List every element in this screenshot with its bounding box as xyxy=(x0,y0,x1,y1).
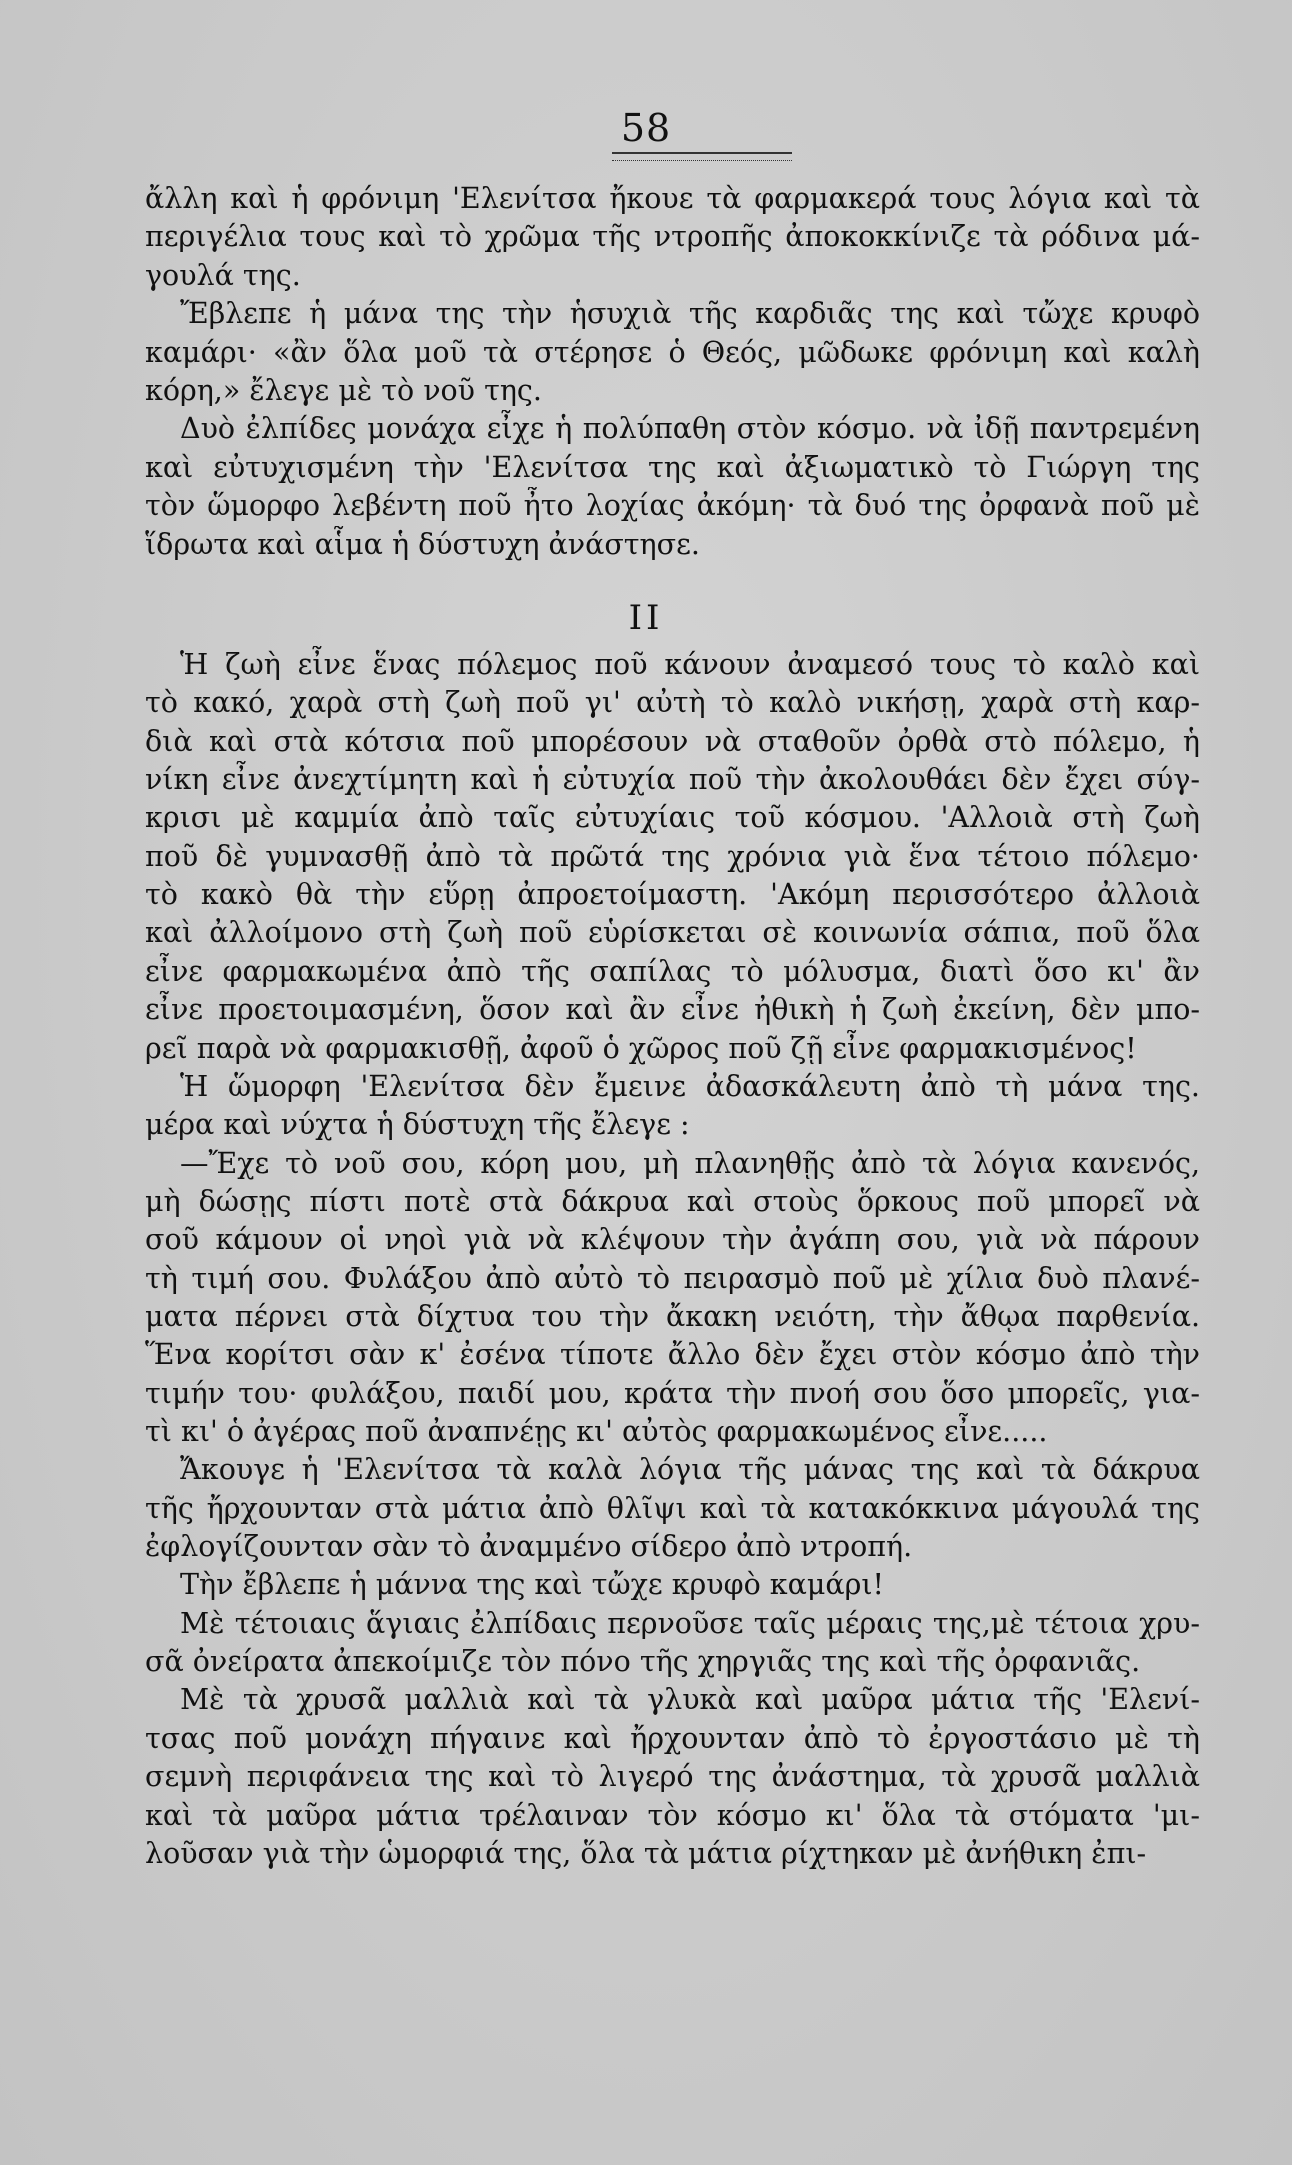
text-line: λοῦσαν γιὰ τὴν ὡμορφιά της, ὅλα τὰ μάτια ρίχτηκαν μὲ ἀνήθικη ἐπι- xyxy=(145,1836,1147,1870)
text-line: σᾶ ὀνείρατα ἀπεκοίμιζε τὸν πόνο τῆς χηργιᾶς της καὶ τῆς ὀρφανιᾶς. xyxy=(145,1645,1141,1679)
text-line: τὶ κι' ὁ ἀγέρας ποῦ ἀναπνέῃς κι' αὐτὸς φαρμακωμένος εἶνε..... xyxy=(145,1415,1048,1448)
text-line: —Ἔχε τὸ νοῦ σου, κόρη μου, μὴ πλανηθῇς ἀπὸ τὰ λόγια κανενός, xyxy=(180,1146,1200,1180)
text-line: Ἄκουγε ἡ 'Ελενίτσα τὰ καλὰ λόγια τῆς μάνας της καὶ τὰ δάκρυα xyxy=(180,1453,1200,1487)
text-line: ποῦ δὲ γυμνασθῇ ἀπὸ τὰ πρῶτά της χρόνια γιὰ ἕνα τέτοιο πόλεμο· xyxy=(145,839,1200,873)
page-number-rule xyxy=(612,152,792,161)
text-line: περιγέλια τους καὶ τὸ χρῶμα τῆς ντροπῆς ἀποκοκκίνιζε τὰ ρόδινα μά- xyxy=(145,220,1200,254)
text-line: εἶνε φαρμακωμένα ἀπὸ τῆς σαπίλας τὸ μόλυσμα, διατὶ ὅσο κι' ἂν xyxy=(145,954,1200,988)
text-line: μέρα καὶ νύχτα ἡ δύστυχη τῆς ἔλεγε : xyxy=(145,1108,690,1142)
text-line: τὴ τιμή σου. Φυλάξου ἀπὸ αὐτὸ τὸ πειρασμὸ ποῦ μὲ χίλια δυὸ πλανέ- xyxy=(145,1261,1200,1295)
text-line: ματα πέρνει στὰ δίχτυα του τὴν ἄκακη νειότη, τὴν ἄθῳα παρθενία. xyxy=(145,1299,1200,1333)
text-line: Ἕνα κορίτσι σὰν κ' ἐσένα τίποτε ἄλλο δὲν ἔχει στὸν κόσμο ἀπὸ τὴν xyxy=(145,1338,1200,1372)
text-line: καὶ εὐτυχισμένη τὴν 'Ελενίτσα της καὶ ἀξιωματικὸ τὸ Γιώργη της xyxy=(145,450,1200,484)
text-line: τιμήν του· φυλάξου, παιδί μου, κράτα τὴν πνοή σου ὅσο μπορεῖς, για- xyxy=(145,1376,1200,1410)
text-line: εἶνε προετοιμασμένη, ὅσον καὶ ἂν εἶνε ἠθικὴ ἡ ζωὴ ἐκείνη, δὲν μπο- xyxy=(145,993,1200,1027)
text-line: ἐφλογίζουνταν σὰν τὸ ἀναμμένο σίδερο ἀπὸ ντροπή. xyxy=(145,1530,913,1564)
text-line: ἵδρωτα καὶ αἷμα ἡ δύστυχη ἀνάστησε. xyxy=(145,527,700,561)
text-line: νίκη εἶνε ἀνεχτίμητη καὶ ἡ εὐτυχία ποῦ τὴν ἀκολουθάει δὲν ἔχει σύγ- xyxy=(145,763,1200,797)
text-line: τσας ποῦ μονάχη πήγαινε καὶ ἤρχουνταν ἀπὸ τὸ ἐργοστάσιο μὲ τὴ xyxy=(145,1721,1200,1755)
text-line: ἄλλη καὶ ἡ φρόνιμη 'Ελενίτσα ἤκουε τὰ φαρμακερά τους λόγια καὶ τὰ xyxy=(145,182,1200,215)
text-line: καὶ ἀλλοίμονο στὴ ζωὴ ποῦ εὑρίσκεται σὲ κοινωνία σάπια, ποῦ ὅλα xyxy=(145,916,1200,950)
text-line: γουλά της. xyxy=(145,258,301,292)
text-line: μὴ δώσῃς πίστι ποτὲ στὰ δάκρυα καὶ στοὺς ὅρκους ποῦ μπορεῖ νὰ xyxy=(145,1184,1200,1218)
text-line: Μὲ τὰ χρυσᾶ μαλλιὰ καὶ τὰ γλυκὰ καὶ μαῦρα μάτια τῆς 'Ελενί- xyxy=(180,1683,1200,1717)
text-line: Μὲ τέτοιαις ἅγιαις ἐλπίδαις περνοῦσε ταῖς μέραις της,μὲ τέτοια χρυ- xyxy=(180,1606,1200,1640)
text-line: κρισι μὲ καμμία ἀπὸ ταῖς εὐτυχίαις τοῦ κόσμου. 'Αλλοιὰ στὴ ζωὴ xyxy=(145,801,1200,835)
text-line: Ἡ ὥμορφη 'Ελενίτσα δὲν ἔμεινε ἀδασκάλευτη ἀπὸ τὴ μάνα της. xyxy=(180,1069,1200,1103)
text-line: Τὴν ἔβλεπε ἡ μάννα της καὶ τὤχε κρυφὸ καμάρι! xyxy=(180,1568,885,1602)
text-line: καμάρι· «ἂν ὅλα μοῦ τὰ στέρησε ὁ Θεός, μῶδωκε φρόνιμη καὶ καλὴ xyxy=(145,335,1200,369)
text-line: σοῦ κάμουν οἱ νηοὶ γιὰ νὰ κλέψουν τὴν ἀγάπη σου, γιὰ νὰ πάρουν xyxy=(145,1223,1200,1257)
section-number: ΙΙ xyxy=(628,598,664,638)
text-line: Ἡ ζωὴ εἶνε ἕνας πόλεμος ποῦ κάνουν ἀναμεσό τους τὸ καλὸ καὶ xyxy=(180,648,1200,681)
text-line: ρεῖ παρὰ νὰ φαρμακισθῇ, ἀφοῦ ὁ χῶρος ποῦ ζῇ εἶνε φαρμακισμένος! xyxy=(145,1031,1137,1065)
text-line: τῆς ἤρχουνταν στὰ μάτια ἀπὸ θλῖψι καὶ τὰ κατακόκκινα μάγουλά της xyxy=(145,1491,1200,1525)
text-line: κόρη,» ἔλεγε μὲ τὸ νοῦ της. xyxy=(145,374,542,407)
text-line: τὸν ὥμορφο λεβέντη ποῦ ἦτο λοχίας ἀκόμη· τὰ δυό της ὀρφανὰ ποῦ μὲ xyxy=(145,489,1200,523)
text-line: τὸ κακό, χαρὰ στὴ ζωὴ ποῦ γι' αὐτὴ τὸ καλὸ νικήσῃ, χαρὰ στὴ καρ- xyxy=(145,686,1200,720)
text-line: Δυὸ ἐλπίδες μονάχα εἶχε ἡ πολύπαθη στὸν κόσμο. νὰ ἰδῇ παντρεμένη xyxy=(180,412,1200,446)
text-line: τὸ κακὸ θὰ τὴν εὕρῃ ἀπροετοίμαστη. 'Ακόμη περισσότερο ἀλλοιὰ xyxy=(145,878,1200,912)
text-line: καὶ τὰ μαῦρα μάτια τρέλαιναν τὸν κόσμο κι' ὅλα τὰ στόματα 'μι- xyxy=(145,1798,1200,1832)
text-line: Ἔβλεπε ἡ μάνα της τὴν ἡσυχιὰ τῆς καρδιᾶς της καὶ τὤχε κρυφὸ xyxy=(180,297,1200,331)
text-line: διὰ καὶ στὰ κότσια ποῦ μπορέσουν νὰ σταθοῦν ὀρθὰ στὸ πόλεμο, ἡ xyxy=(145,724,1200,758)
text-line: σεμνὴ περιφάνεια της καὶ τὸ λιγερό της ἀνάστημα, τὰ χρυσᾶ μαλλιὰ xyxy=(145,1760,1200,1794)
page-number: 58 xyxy=(620,106,672,150)
